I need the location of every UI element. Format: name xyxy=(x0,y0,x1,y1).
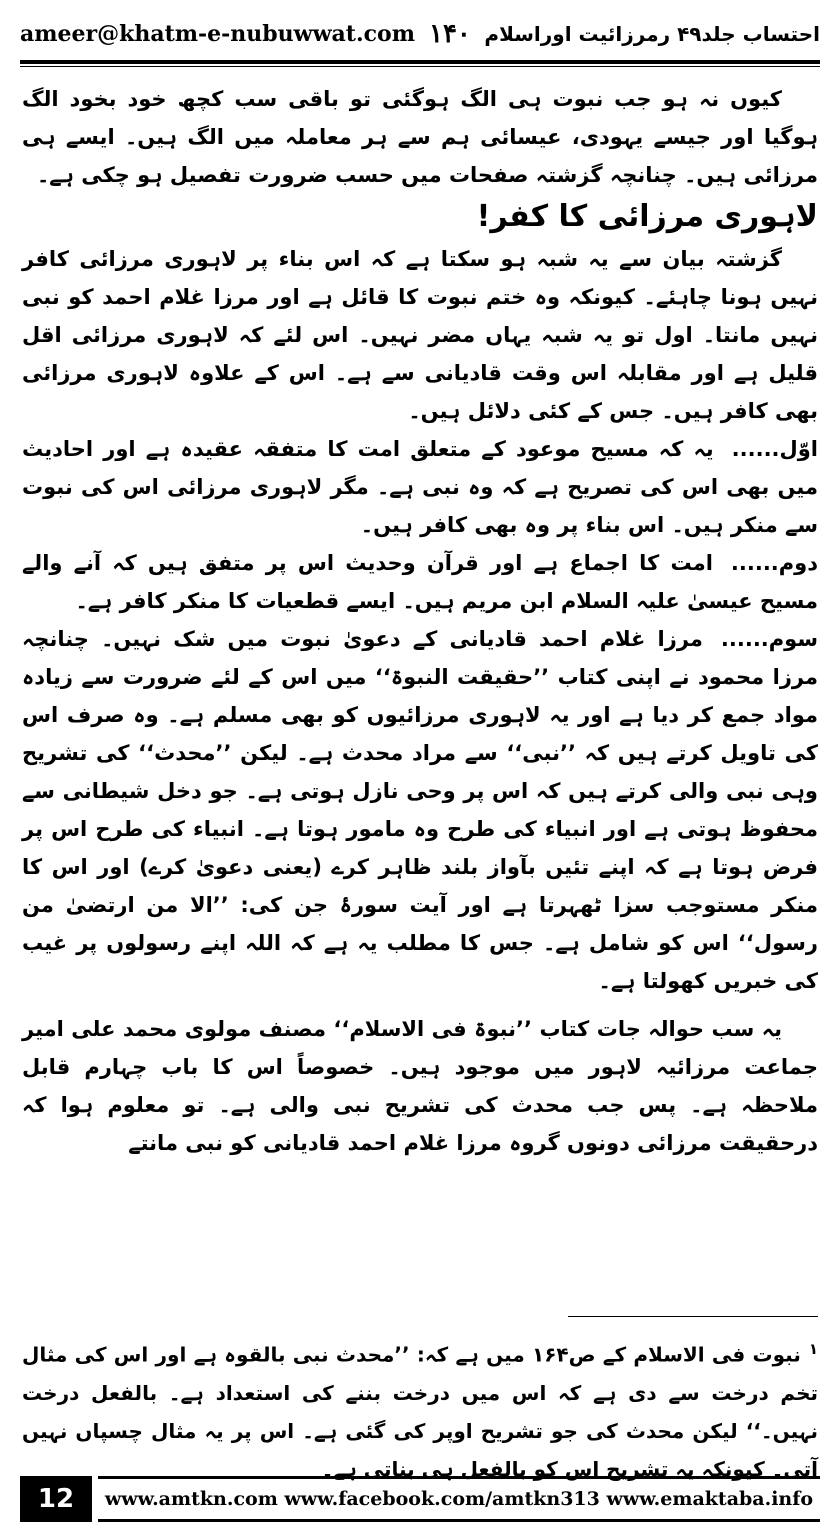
footnote xyxy=(22,1330,818,1488)
book-title: احتساب جلد۴۹ رمرزائیت اوراسلام xyxy=(484,22,820,46)
footer-links[interactable]: www.amtkn.com www.facebook.com/amtkn313 www.emaktaba.info xyxy=(98,1476,820,1522)
page-footer xyxy=(20,1476,820,1522)
header-email[interactable]: ameer@khatm-e-nubuwwat.com xyxy=(20,21,415,47)
page-number: ۱۴۰ xyxy=(428,19,471,49)
point-third xyxy=(22,620,818,1000)
footnote-divider xyxy=(568,1316,818,1317)
spacer xyxy=(22,1000,818,1010)
sheet-number: 12 xyxy=(20,1476,92,1522)
paragraph-objection: گزشتہ بیان سے یہ شبہ ہو سکتا ہے کہ اس بناء پر لاہوری مرزائی کافر نہیں ہونا چاہئے۔ کیونکہ وہ ختم نبوت کا قائل ہے اور مرزا غلام احمد کو نبی نہیں مانتا۔ اول تو یہ شبہ یہاں مضر نہیں۔ اس لئے کہ لاہوری مرزائی اقل قلیل ہے اور مقابلہ اس وقت قادیانی سے ہے۔ اس کے علاوہ لاہوری مرزائی بھی کافر ہیں۔ جس کے کئی دلائل ہیں۔ xyxy=(22,247,818,423)
page-body xyxy=(22,80,818,1162)
point-third-text: مرزا غلام احمد قادیانی کے دعویٰ نبوت میں شک نہیں۔ چنانچہ مرزا محمود نے اپنی کتاب ’’حقیقت النبوۃ‘‘ میں اس کے لئے ضرورت سے زیادہ مواد جمع کر دیا ہے اور یہ لاہوری مرزائیوں کو بھی مسلم ہے۔ وہ صرف اس کی تاویل کرتے ہیں کہ ’’نبی‘‘ سے مراد محدث ہے۔ لیکن ’’محدث‘‘ کی تشریح وہی نبی والی کرتے ہیں کہ اس پر وحی نازل ہوتی ہے۔ جو دخل شیطانی سے محفوظ ہوتی ہے اور انبیاء کی طرح وہ مامور ہوتا ہے۔ انبیاء کی طرح اس پر فرض ہوتا ہے کہ اپنے تئیں بآواز بلند ظاہر کرے (یعنی دعویٰ کرے) اور اس کا منکر مستوجب سزا ٹھہرتا ہے اور آیت سورۂ جن کی: ’’الا من ارتضیٰ من رسول‘‘ اس کو شامل ہے۔ جس کا مطلب یہ ہے کہ اللہ اپنے رسولوں پر غیب کی خبریں کھولتا ہے۔ xyxy=(22,627,818,993)
page-header xyxy=(20,14,820,54)
paragraph-intro: کیوں نہ ہو جب نبوت ہی الگ ہوگئی تو باقی سب کچھ خود بخود الگ ہوگیا اور جیسے یہودی، عیسائی ہم سے ہر معاملہ میں الگ ہیں۔ ایسے ہی مرزائی ہیں۔ چنانچہ گزشتہ صفحات میں حسب ضرورت تفصیل ہو چکی ہے۔ xyxy=(22,87,818,187)
point-second-text: امت کا اجماع ہے اور قرآن وحدیث اس پر متفق ہیں کہ آنے والے مسیح عیسیٰ علیہ السلام ابن مریم ہیں۔ ایسے قطعیات کا منکر کافر ہے۔ xyxy=(22,551,818,613)
footnote-text: نبوت فی الاسلام کے ص۱۶۴ میں ہے کہ: ’’محدث نبی بالقوہ ہے اور اس کی مثال تخم درخت سے دی ہے کہ اس میں درخت بننے کی استعداد ہے۔ بالفعل درخت نہیں۔‘‘ لیکن محدث کی جو تشریح اوپر کی گئی ہے۔ اس پر یہ مثال چسپاں نہیں آتی۔ کیونکہ یہ تشریح اس کو بالفعل ہی بناتی ہے۔ xyxy=(22,1342,818,1481)
header-rule xyxy=(20,60,820,67)
point-second-label: دوم...... xyxy=(730,551,818,575)
point-first-text: یہ کہ مسیح موعود کے متعلق امت کا متفقہ عقیدہ ہے اور احادیث میں بھی اس کی تصریح ہے کہ وہ نبی ہے۔ مگر لاہوری مرزائی اس کی نبوت سے منکر ہیں۔ اس بناء پر وہ بھی کافر ہیں۔ xyxy=(22,437,818,537)
footnote-paragraph xyxy=(22,1330,818,1488)
point-third-label: سوم...... xyxy=(720,627,818,651)
section-heading: لاہوری مرزائی کا کفر! xyxy=(476,199,818,234)
footnote-marker: ۱ xyxy=(808,1340,818,1358)
point-first xyxy=(22,430,818,544)
paragraph-references: یہ سب حوالہ جات کتاب ’’نبوۃ فی الاسلام‘‘ مصنف مولوی محمد علی امیر جماعت مرزائیہ لاہور میں موجود ہیں۔ خصوصاً اس کا باب چہارم قابل ملاحظہ ہے۔ پس جب محدث کی تشریح نبی والی ہے۔ تو معلوم ہوا کہ درحقیقت مرزائی دونوں گروہ مرزا غلام احمد قادیانی کو نبی مانتے xyxy=(22,1017,818,1155)
point-second xyxy=(22,544,818,620)
header-left xyxy=(20,19,471,49)
point-first-label: اوّل...... xyxy=(731,437,818,461)
